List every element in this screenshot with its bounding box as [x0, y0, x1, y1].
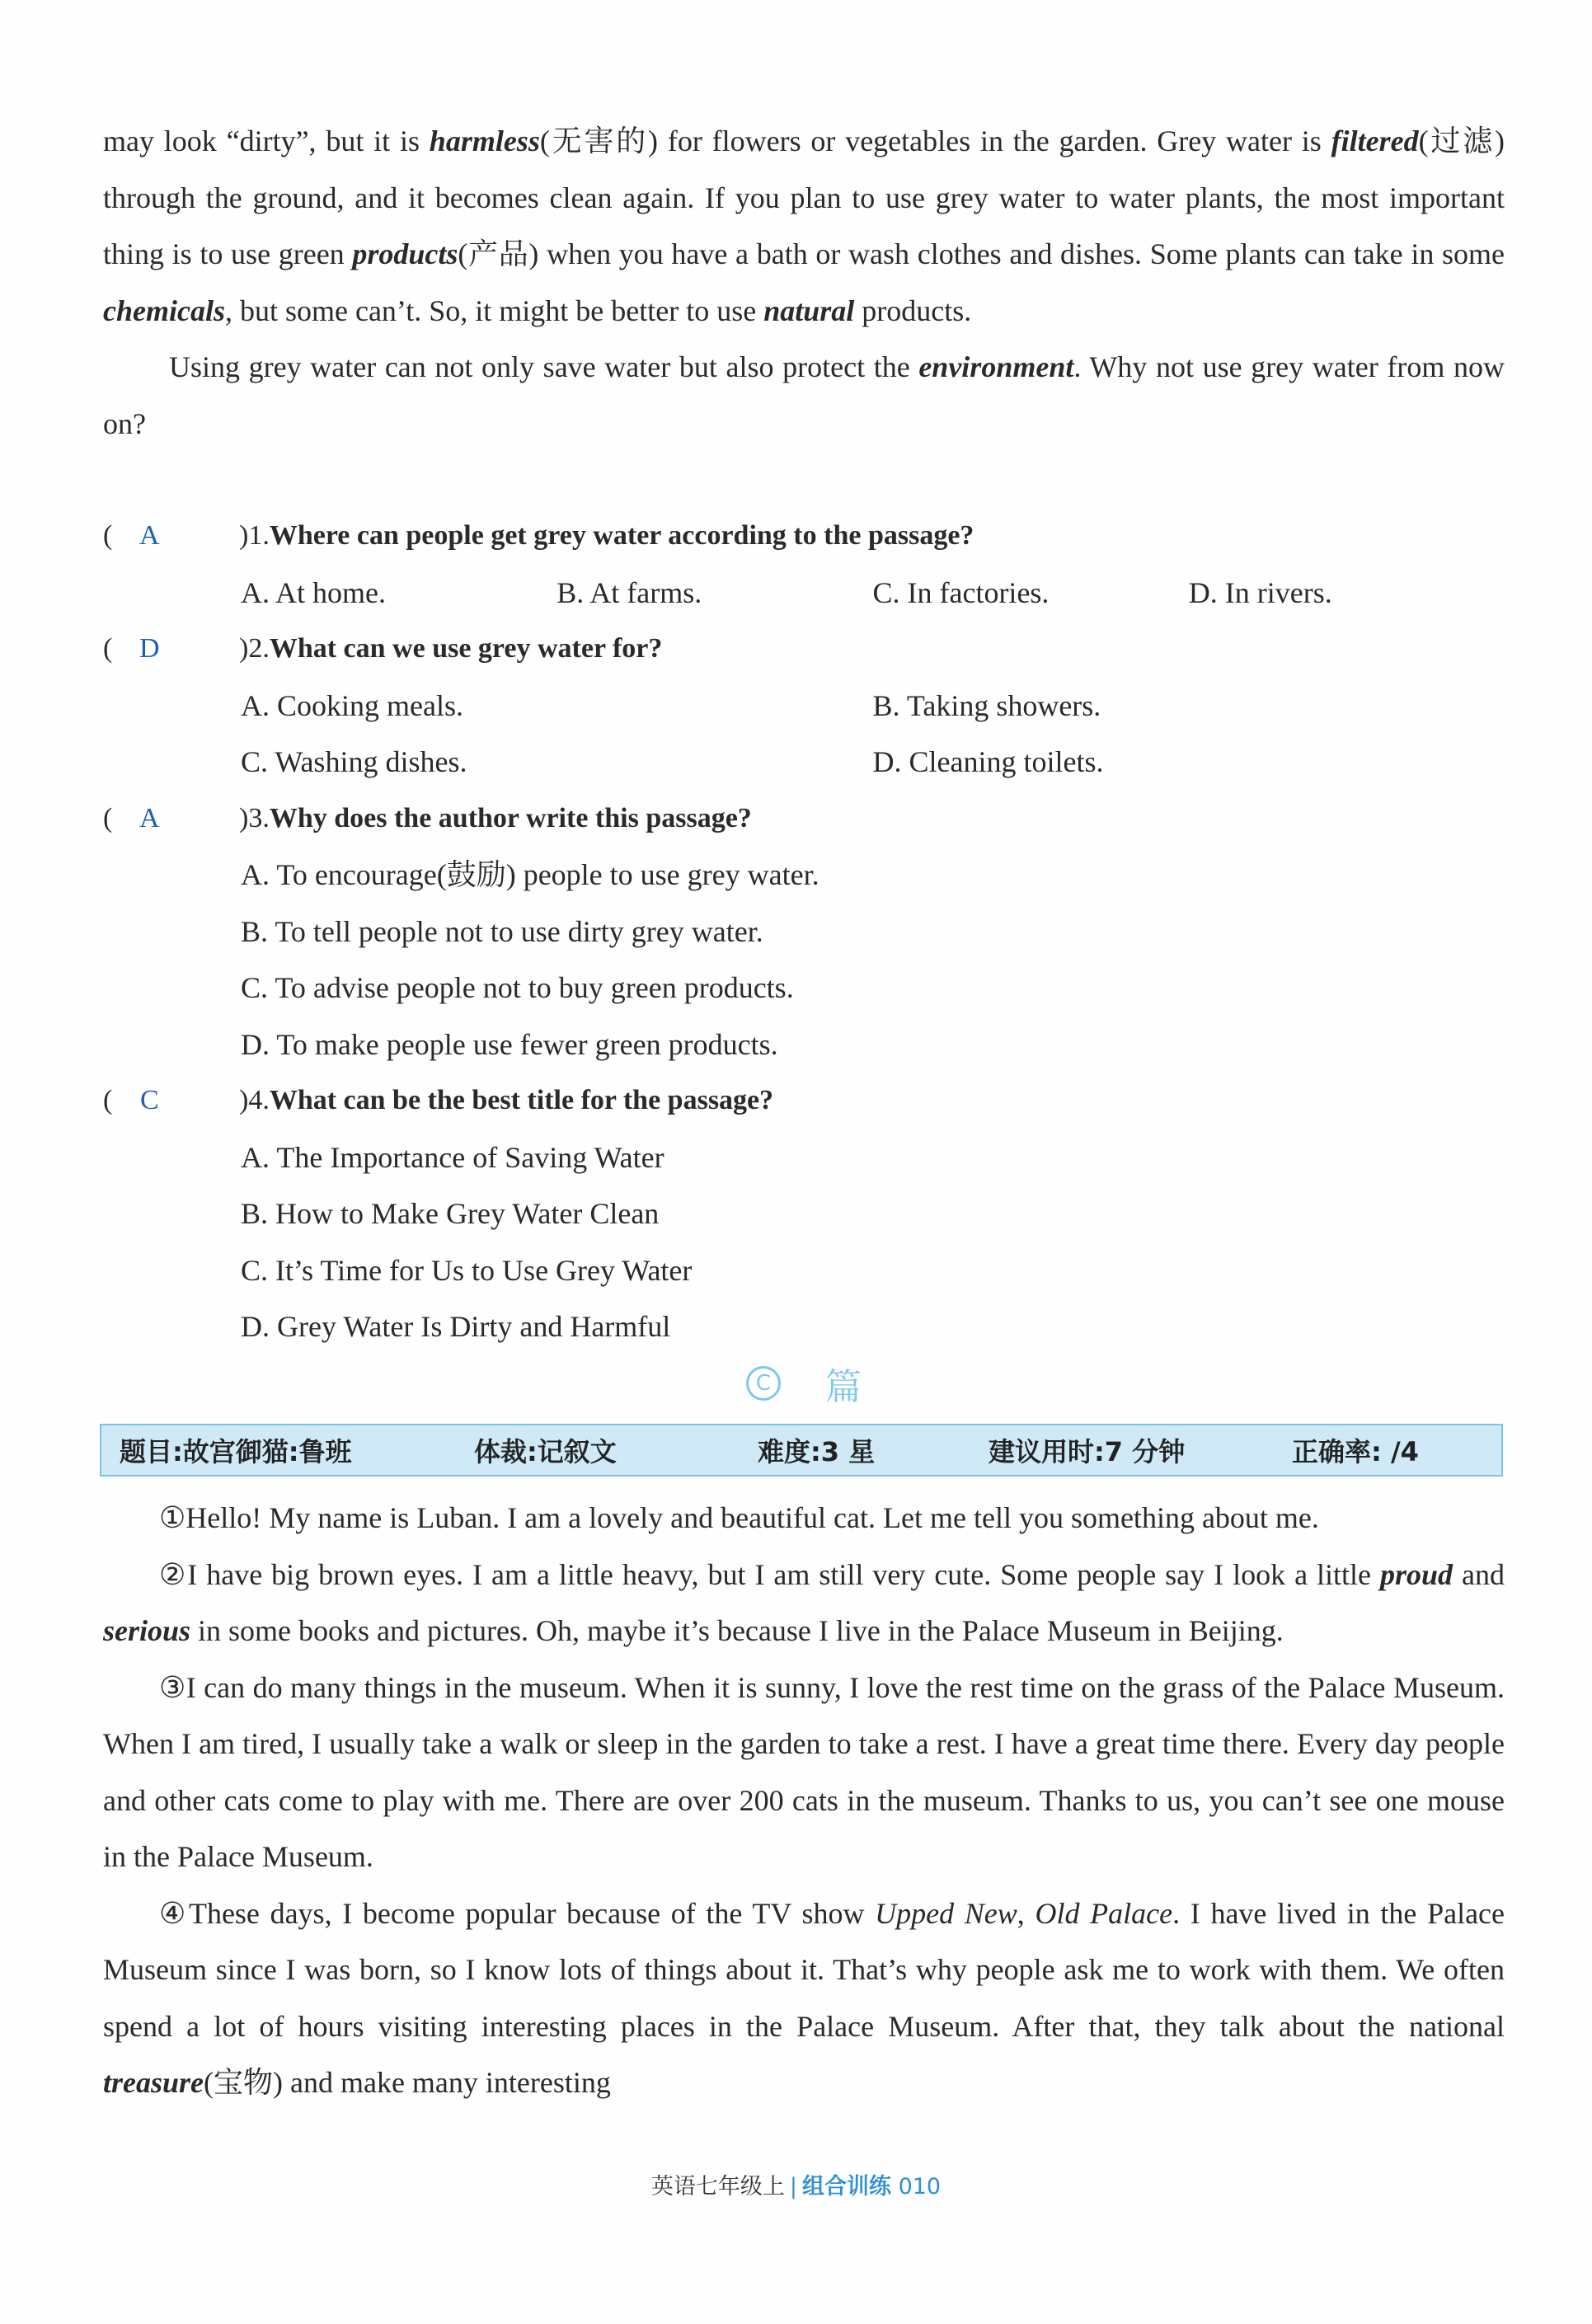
option-d: D. Cleaning toilets. — [872, 745, 1104, 778]
passage-c-paragraph-2 — [103, 1547, 1505, 1660]
banner-genre: 体裁:记叙文 — [474, 1436, 617, 1467]
tv-show-title-part-1: Upped New — [875, 1896, 1017, 1930]
question-1 — [103, 508, 1505, 565]
passage-c-paragraph-1: ①Hello! My name is Luban. I am a lovely and beautiful cat. Let me tell you something about me. — [159, 1501, 1319, 1534]
banner-accuracy: 正确率: /4 — [1292, 1436, 1419, 1467]
keyword-natural: natural — [763, 293, 855, 327]
text-run: (宝物) and make many interesting — [204, 2066, 611, 2099]
question-2-options-row-2 — [103, 734, 1505, 791]
text-run: . Why not use grey water from now on? — [103, 350, 1505, 440]
option-b: B. At farms. — [556, 575, 702, 609]
answer-slot — [103, 621, 239, 678]
page-number: 010 — [898, 2174, 942, 2200]
option-a: A. To encourage(鼓励) people to use grey water. — [241, 858, 819, 891]
question-1-options — [103, 565, 1505, 622]
text-run: ④These days, I become popular because of the TV show — [159, 1896, 876, 1930]
option-c: C. To advise people not to buy green products. — [241, 971, 794, 1004]
keyword-products: products — [352, 237, 458, 270]
keyword-filtered: filtered — [1331, 124, 1419, 157]
text-run: , but some can’t. So, it might be better to use — [224, 293, 764, 327]
question-number: )4. — [239, 1085, 270, 1115]
option-c: C. It’s Time for Us to Use Grey Water — [241, 1253, 693, 1287]
option-b: B. To tell people not to use dirty grey water. — [241, 914, 763, 948]
option-d: D. To make people use fewer green products. — [241, 1027, 778, 1061]
question-number: )3. — [239, 802, 270, 833]
paren: ( — [103, 520, 113, 551]
passage-b — [103, 113, 1505, 452]
passage-b-paragraph-2 — [103, 339, 1505, 452]
tv-show-title-part-2: Old Palace — [1035, 1896, 1173, 1930]
section-letter: C — [746, 1366, 781, 1401]
section-char: 篇 — [825, 1366, 862, 1408]
footer-section: 组合训练 — [801, 2174, 891, 2200]
answer-letter: D — [139, 633, 160, 664]
option-d: D. In rivers. — [1188, 575, 1332, 609]
question-number: )2. — [239, 633, 270, 664]
keyword-serious: serious — [103, 1614, 191, 1647]
answer-letter: A — [139, 802, 160, 833]
questions — [103, 508, 1505, 1355]
answer-slot — [103, 508, 239, 565]
question-3 — [103, 791, 1505, 847]
banner-time: 建议用时:7 分钟 — [989, 1436, 1186, 1467]
option-b: B. Taking showers. — [872, 688, 1101, 722]
passage-c — [103, 1490, 1505, 2111]
question-4 — [103, 1073, 1505, 1129]
question-text: Where can people get grey water according to the passage? — [269, 520, 974, 551]
option-d: D. Grey Water Is Dirty and Harmful — [241, 1310, 671, 1343]
keyword-harmless: harmless — [429, 124, 540, 157]
question-2-options-row-1 — [103, 678, 1505, 735]
answer-slot — [103, 791, 239, 847]
keyword-treasure: treasure — [103, 2066, 204, 2099]
text-run: and — [1453, 1557, 1505, 1591]
paren: ( — [103, 802, 113, 833]
option-c: C. Washing dishes. — [241, 745, 467, 778]
paren: ( — [103, 633, 113, 664]
text-run: , — [1017, 1896, 1036, 1930]
page-footer — [0, 2168, 1592, 2200]
text-run: products. — [854, 293, 972, 327]
option-b: B. How to Make Grey Water Clean — [241, 1197, 660, 1230]
keyword-environment: environment — [918, 350, 1074, 383]
banner-difficulty: 难度:3 星 — [758, 1436, 876, 1467]
text-run: may look “dirty”, but it is — [103, 124, 430, 157]
option-a: A. Cooking meals. — [241, 688, 463, 722]
text-run: (过滤) through the ground, and it becomes clean again. If you plan to use grey water to water plants, the most important thing is to use green — [103, 124, 1505, 270]
banner-topic: 题目:故宫御猫:鲁班 — [120, 1436, 352, 1467]
answer-letter: C — [139, 1085, 159, 1115]
keyword-proud: proud — [1380, 1557, 1453, 1591]
answer-letter: A — [139, 520, 160, 551]
text-run: . I have lived in the Palace Museum since I was born, so I know lots of things about it. That’s why people ask me to work with them. We often spend a lot of hours visiting interesting places in the Palace Museum. After that, they talk about the national — [103, 1896, 1505, 2043]
option-a: A. At home. — [241, 575, 386, 609]
passage-info-banner — [100, 1424, 1503, 1477]
text-run: (无害的) for flowers or vegetables in the garden. Grey water is — [539, 124, 1331, 157]
passage-c-paragraph-3: ③I can do many things in the museum. When it is sunny, I love the rest time on the grass of the Palace Museum. When I am tired, I usually take a walk or sleep in the garden to take a rest. I have a great time there. Every day people and other cats come to play with me. There are over 200 cats in the museum. Thanks to us, you can’t see one mouse in the Palace Museum. — [103, 1670, 1505, 1873]
text-run: in some books and pictures. Oh, maybe it’s because I live in the Palace Museum in Beijing. — [190, 1614, 1284, 1647]
text-run: (产品) when you have a bath or wash clothes and dishes. Some plants can take in some — [458, 237, 1505, 270]
text-run: ②I have big brown eyes. I am a little heavy, but I am still very cute. Some people say I look a little — [159, 1557, 1380, 1591]
paren: ( — [103, 1085, 113, 1115]
keyword-chemicals: chemicals — [103, 293, 225, 327]
question-text: Why does the author write this passage? — [269, 802, 752, 833]
option-c: C. In factories. — [872, 575, 1050, 609]
section-c-heading — [746, 1359, 862, 1408]
footer-separator: | — [789, 2174, 797, 2200]
footer-book-title: 英语七年级上 — [650, 2174, 785, 2200]
passage-b-paragraph-1 — [103, 113, 1505, 339]
answer-slot — [103, 1073, 239, 1129]
question-text: What can be the best title for the passage? — [269, 1085, 774, 1115]
question-number: )1. — [239, 520, 270, 551]
question-2 — [103, 621, 1505, 678]
text-run: Using grey water can not only save water but also protect the — [169, 350, 919, 383]
option-a: A. The Importance of Saving Water — [241, 1140, 665, 1174]
passage-c-paragraph-4 — [103, 1885, 1505, 2111]
question-text: What can we use grey water for? — [269, 633, 663, 664]
